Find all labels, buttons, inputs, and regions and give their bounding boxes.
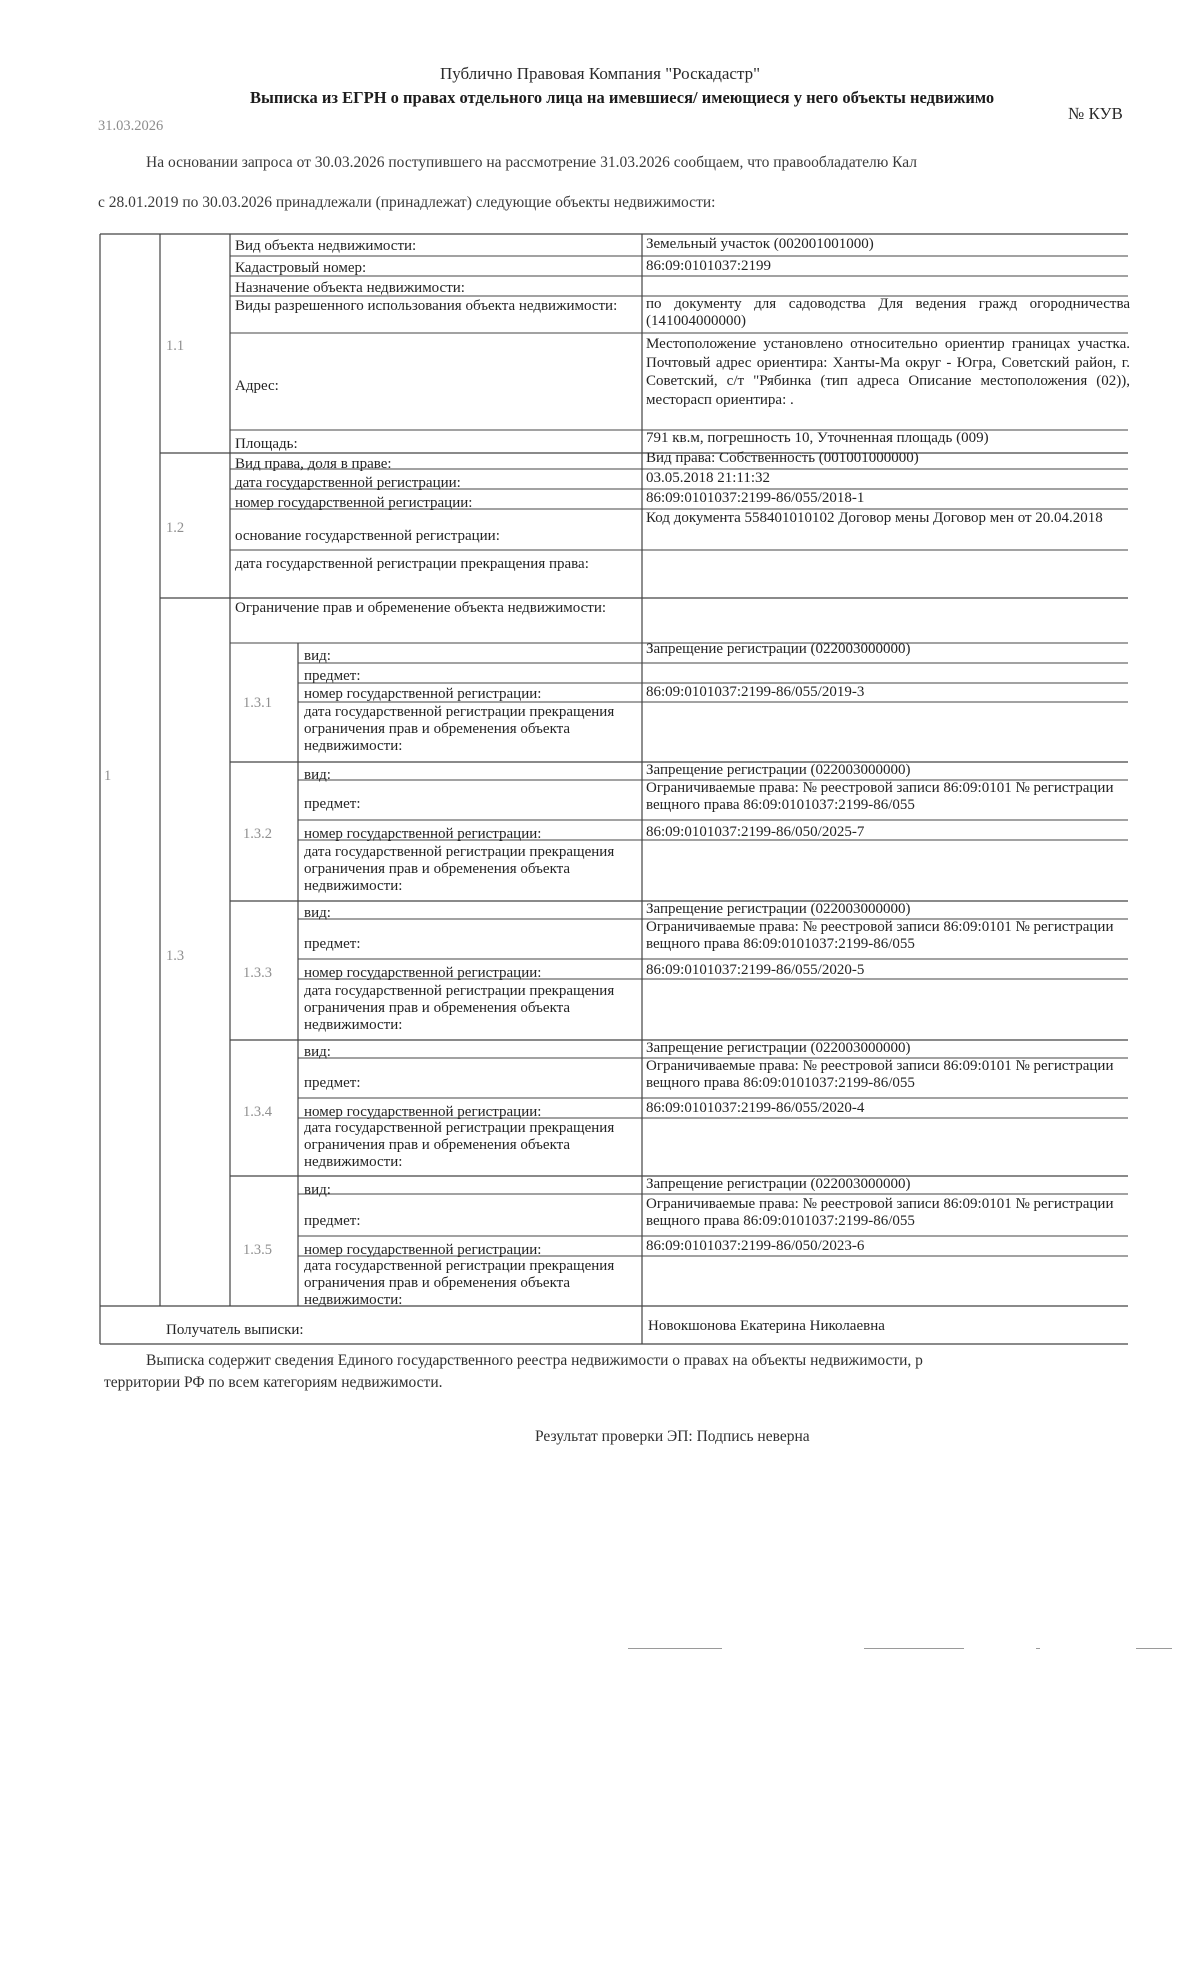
intro-line-1: На основании запроса от 30.03.2026 поступившего на рассмотрение 31.03.2026 сообщаем, что правообладателю Кал (146, 154, 918, 171)
section-1-1-index: 1.1 (166, 338, 185, 354)
encumbrance-reg-number-value: 86:09:0101037:2199-86/055/2020-4 (646, 1100, 865, 1116)
organization-name: Публично Правовая Компания "Роскадастр" (439, 64, 761, 83)
registration-basis-label: основание государственной регистрации: (235, 528, 500, 544)
permitted-use-value: по документу для садоводства Для ведения гражд огородничества (141004000000) (646, 296, 1130, 329)
encumbrance-subject-value: Ограничиваемые права: № реестровой записи 86:09:0101 № регистрации вещного права 86:09:0101037:2199-86/055 (646, 1196, 1114, 1229)
registration-date-value: 03.05.2018 21:11:32 (646, 470, 771, 486)
address-value: Местоположение установлено относительно ориентир границах участка. Почтовый адрес ориентира: Ханты-Ма округ - Югра, Советский район, г. Советский, с/т "Рябинка (тип адреса Описание местоположения (02)), месторасп ориентира: . (646, 336, 1130, 408)
registration-number-value: 86:09:0101037:2199-86/055/2018-1 (646, 490, 865, 506)
address-label: Адрес: (235, 378, 279, 394)
encumbrance-reg-number-label: номер государственной регистрации: (304, 1104, 542, 1120)
encumbrance-reg-number-value: 86:09:0101037:2199-86/050/2023-6 (646, 1238, 865, 1254)
purpose-label: Назначение объекта недвижимости: (235, 280, 465, 296)
encumbrance-subject-label: предмет: (304, 936, 361, 952)
encumbrance-label: Ограничение прав и обременение объекта недвижимости: (235, 600, 607, 616)
encumbrance-reg-number-value: 86:09:0101037:2199-86/050/2025-7 (646, 824, 865, 840)
right-kind-value: Вид права: Собственность (001001000000) (646, 450, 919, 466)
encumbrance-subject-label: предмет: (304, 668, 361, 684)
encumbrance-kind-value: Запрещение регистрации (022003000000) (646, 641, 911, 657)
recipient-value: Новокшонова Екатерина Николаевна (648, 1318, 885, 1334)
signature-line (1036, 1648, 1040, 1649)
encumbrance-subject-value: Ограничиваемые права: № реестровой записи 86:09:0101 № регистрации вещного права 86:09:0101037:2199-86/055 (646, 1058, 1114, 1091)
row-index: 1 (104, 768, 112, 784)
intro-line-2: с 28.01.2019 по 30.03.2026 принадлежали (принадлежат) следующие объекты недвижимости: (98, 194, 716, 211)
encumbrance-subject-label: предмет: (304, 1075, 361, 1091)
encumbrance-index: 1.3.5 (243, 1242, 272, 1258)
cadastral-number-label: Кадастровый номер: (235, 260, 367, 276)
encumbrance-end-date-label: дата государственной регистрации прекращения ограничения прав и обременения объекта недвижимости: (304, 1120, 615, 1170)
encumbrance-index: 1.3.3 (243, 965, 272, 981)
area-label: Площадь: (235, 436, 298, 452)
encumbrance-end-date-label: дата государственной регистрации прекращения ограничения прав и обременения объекта недвижимости: (304, 983, 615, 1033)
right-kind-label: Вид права, доля в праве: (235, 456, 392, 472)
footer-line-1: Выписка содержит сведения Единого государственного реестра недвижимости о правах на объекты недвижимости, р (146, 1352, 923, 1369)
encumbrance-end-date-label: дата государственной регистрации прекращения ограничения прав и обременения объекта недвижимости: (304, 1258, 615, 1308)
encumbrance-end-date-label: дата государственной регистрации прекращения ограничения прав и обременения объекта недвижимости: (304, 704, 615, 754)
encumbrance-reg-number-label: номер государственной регистрации: (304, 1242, 542, 1258)
encumbrance-reg-number-label: номер государственной регистрации: (304, 965, 542, 981)
permitted-use-label: Виды разрешенного использования объекта недвижимости: (235, 298, 618, 314)
encumbrance-subject-label: предмет: (304, 796, 361, 812)
recipient-label: Получатель выписки: (166, 1322, 304, 1338)
encumbrance-kind-label: вид: (304, 905, 331, 921)
encumbrance-kind-label: вид: (304, 648, 331, 664)
registration-number-label: номер государственной регистрации: (235, 495, 473, 511)
object-kind-label: Вид объекта недвижимости: (235, 238, 417, 254)
object-kind-value: Земельный участок (002001001000) (646, 236, 874, 252)
encumbrance-kind-label: вид: (304, 767, 331, 783)
encumbrance-reg-number-label: номер государственной регистрации: (304, 826, 542, 842)
document-number: № КУВ (1068, 104, 1123, 123)
signature-line (1136, 1648, 1172, 1649)
encumbrance-end-date-label: дата государственной регистрации прекращения ограничения прав и обременения объекта недвижимости: (304, 844, 615, 894)
encumbrance-kind-label: вид: (304, 1044, 331, 1060)
section-1-3-index: 1.3 (166, 948, 185, 964)
document-date: 31.03.2026 (98, 118, 164, 134)
encumbrance-kind-label: вид: (304, 1182, 331, 1198)
encumbrance-index: 1.3.1 (243, 695, 272, 711)
encumbrance-reg-number-value: 86:09:0101037:2199-86/055/2019-3 (646, 684, 865, 700)
registration-date-label: дата государственной регистрации: (235, 475, 461, 491)
signature-line (864, 1648, 964, 1649)
encumbrance-kind-value: Запрещение регистрации (022003000000) (646, 762, 911, 778)
encumbrance-subject-label: предмет: (304, 1213, 361, 1229)
footer-line-2: территории РФ по всем категориям недвижимости. (104, 1374, 443, 1391)
right-end-date-label: дата государственной регистрации прекращения права: (235, 556, 589, 572)
encumbrance-index: 1.3.2 (243, 826, 272, 842)
document-title: Выписка из ЕГРН о правах отдельного лица на имевшиеся/ имеющиеся у него объекты недвижимо (250, 88, 995, 107)
encumbrance-reg-number-value: 86:09:0101037:2199-86/055/2020-5 (646, 962, 865, 978)
encumbrance-kind-value: Запрещение регистрации (022003000000) (646, 1040, 911, 1056)
area-value: 791 кв.м, погрешность 10, Уточненная площадь (009) (646, 430, 989, 446)
cadastral-number-value: 86:09:0101037:2199 (646, 258, 772, 274)
registration-basis-value: Код документа 558401010102 Договор мены Договор мен от 20.04.2018 (646, 510, 1103, 526)
encumbrance-index: 1.3.4 (243, 1104, 272, 1120)
signature-line (628, 1648, 722, 1649)
encumbrance-kind-value: Запрещение регистрации (022003000000) (646, 901, 911, 917)
signature-check-result: Результат проверки ЭП: Подпись неверна (535, 1428, 810, 1445)
encumbrance-subject-value: Ограничиваемые права: № реестровой записи 86:09:0101 № регистрации вещного права 86:09:0101037:2199-86/055 (646, 919, 1114, 952)
section-1-2-index: 1.2 (166, 520, 185, 536)
encumbrance-kind-value: Запрещение регистрации (022003000000) (646, 1176, 911, 1192)
encumbrance-subject-value: Ограничиваемые права: № реестровой записи 86:09:0101 № регистрации вещного права 86:09:0101037:2199-86/055 (646, 780, 1114, 813)
encumbrance-reg-number-label: номер государственной регистрации: (304, 686, 542, 702)
